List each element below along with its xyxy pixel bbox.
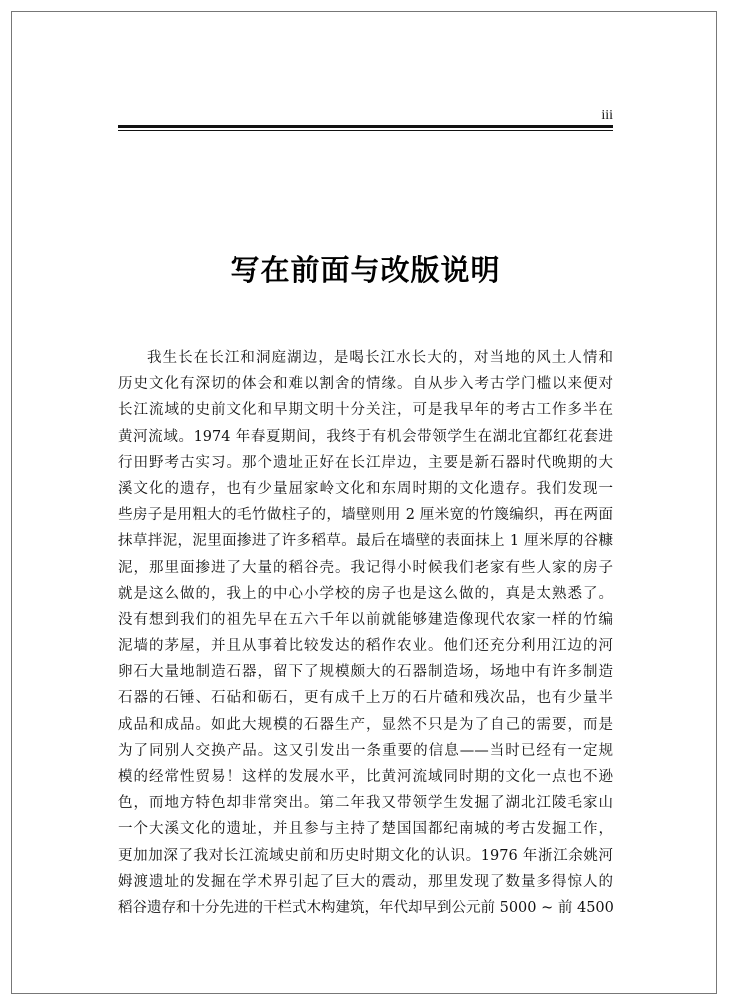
page-number: iii xyxy=(601,108,613,123)
text-line: 就是这么做的，我上的中心小学校的房子也是这么做的，真是太熟悉了。 xyxy=(118,585,613,602)
text-line: 色，而地方特色却非常突出。第二年我又带领学生发掘了湖北江陵毛家山 xyxy=(118,795,613,812)
text-line: 稻谷遗存和十分先进的干栏式木构建筑，年代却早到公元前 5000 ~ 前 4500 xyxy=(118,899,614,916)
text-line: 更加加深了我对长江流域史前和历史时期文化的认识。1976 年浙江余姚河 xyxy=(118,847,613,864)
text-line: 我生长在长江和洞庭湖边，是喝长江水长大的，对当地的风土人情和 xyxy=(147,350,613,366)
text-line: 黄河流域。1974 年春夏期间，我终于有机会带领学生在湖北宜都红花套进 xyxy=(118,428,613,445)
header-rule-thick xyxy=(118,125,613,128)
text-line: 成品和成品。如此大规模的石器生产，显然不只是为了自己的需要，而是 xyxy=(118,716,613,733)
text-line: 泥，那里面掺进了大量的稻谷壳。我记得小时候我们老家有些人家的房子 xyxy=(118,559,613,576)
text-line: 石器的石锤、石砧和砺石，更有成千上万的石片碴和残次品，也有少量半 xyxy=(118,690,613,707)
text-line: 姆渡遗址的发掘在学术界引起了巨大的震动，那里发现了数量多得惊人的 xyxy=(118,873,613,890)
text-line: 长江流域的史前文化和早期文明十分关注，可是我早年的考古工作多半在 xyxy=(118,402,613,419)
chapter-title: 写在前面与改版说明 xyxy=(230,253,501,287)
text-line: 为了同别人交换产品。这又引发出一条重要的信息——当时已经有一定规 xyxy=(118,742,613,759)
text-line: 一个大溪文化的遗址，并且参与主持了楚国国都纪南城的考古发掘工作， xyxy=(118,821,613,838)
text-line: 泥墙的茅屋，并且从事着比较发达的稻作农业。他们还充分利用江边的河 xyxy=(118,638,613,655)
text-line: 模的经常性贸易！这样的发展水平，比黄河流域同时期的文化一点也不逊 xyxy=(118,769,613,785)
header-rule-thin xyxy=(118,130,613,131)
text-line: 溪文化的遗存，也有少量屈家岭文化和东周时期的文化遗存。我们发现一 xyxy=(118,480,613,497)
body-paragraph xyxy=(118,345,613,921)
text-line: 些房子是用粗大的毛竹做柱子的，墙壁则用 2 厘米宽的竹篾编织，再在两面 xyxy=(118,507,613,524)
text-line: 行田野考古实习。那个遗址正好在长江岸边，主要是新石器时代晚期的大 xyxy=(118,454,613,471)
text-line: 历史文化有深切的体会和难以割舍的情缘。自从步入考古学门槛以来便对 xyxy=(118,376,613,393)
text-line: 没有想到我们的祖先早在五六千年以前就能够建造像现代农家一样的竹编 xyxy=(118,611,613,628)
text-line: 抹草拌泥，泥里面掺进了许多稻草。最后在墙壁的表面抹上 1 厘米厚的谷糠 xyxy=(118,533,613,550)
text-line: 卵石大量地制造石器，留下了规模颇大的石器制造场，场地中有许多制造 xyxy=(118,664,613,681)
